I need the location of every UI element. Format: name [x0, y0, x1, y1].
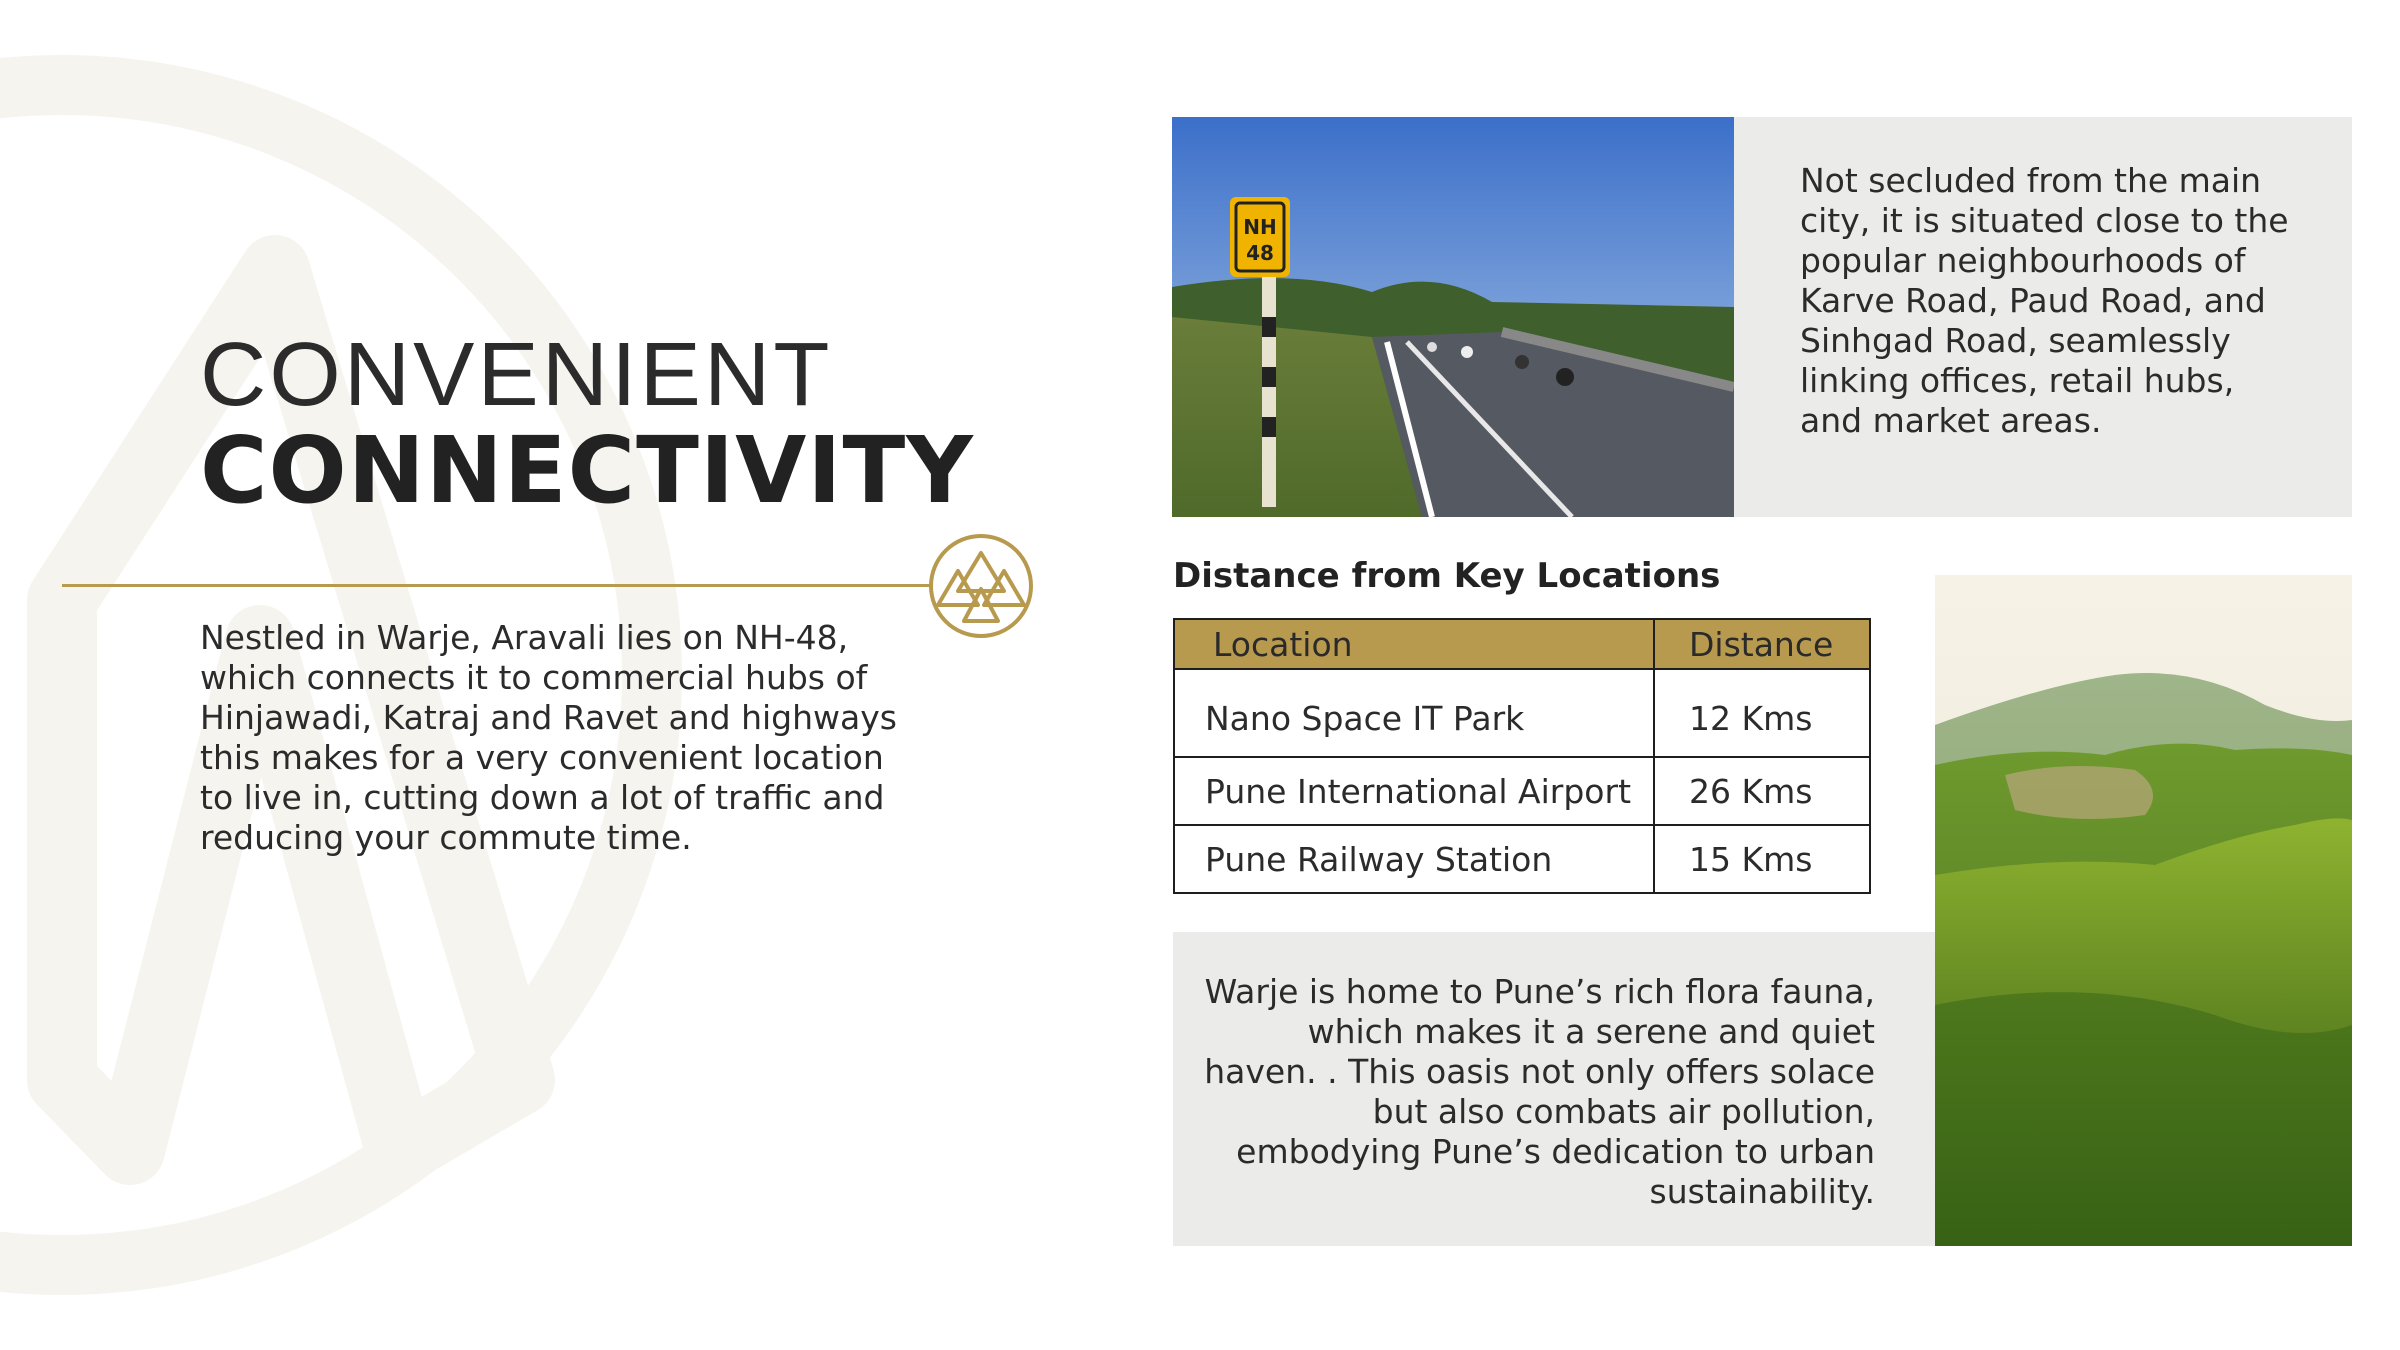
distance-cell: 12 Kms — [1654, 669, 1870, 757]
gold-divider-line — [62, 584, 938, 587]
table-row — [1174, 757, 1870, 825]
highway-photo — [1172, 117, 1734, 517]
city-connection-panel — [1734, 117, 2352, 517]
location-cell: Pune Railway Station — [1174, 825, 1654, 893]
road-sign-number-label: 48 — [1246, 241, 1274, 265]
table-row — [1174, 669, 1870, 757]
column-header-location: Location — [1174, 619, 1654, 669]
nature-panel — [1173, 932, 1935, 1246]
distance-cell: 26 Kms — [1654, 757, 1870, 825]
location-cell: Nano Space IT Park — [1174, 669, 1654, 757]
distance-table-title: Distance from Key Locations — [1173, 556, 1721, 596]
distance-table — [1173, 618, 1871, 894]
heading-line-convenient: CONVENIENT — [200, 325, 833, 425]
nature-text: Warje is home to Pune’s rich flora fauna, which makes it a serene and quiet haven. . This oasis not only offers solace but also combats air pollution, embodying Pune’s dedication to urban sustainability. — [1204, 972, 1875, 1211]
intro-paragraph: Nestled in Warje, Aravali lies on NH-48, which connects it to commercial hubs of Hinjawadi, Katraj and Ravet and highways this makes for a very convenient location to live in, cutting down a lot of traffic and reducing your commute time. — [200, 618, 897, 857]
table-header-row — [1174, 619, 1870, 669]
heading-line-connectivity: CONNECTIVITY — [200, 417, 974, 524]
table-row — [1174, 825, 1870, 893]
column-header-distance: Distance — [1654, 619, 1870, 669]
distance-cell: 15 Kms — [1654, 825, 1870, 893]
aravali-mountain-logo-icon — [928, 533, 1034, 639]
road-sign-nh-label: NH — [1243, 215, 1277, 239]
city-connection-text: Not secluded from the main city, it is situated close to the popular neighbourhoods of Karve Road, Paud Road, and Sinhgad Road, seamlessly linking offices, retail hubs, and market areas. — [1800, 161, 2289, 440]
green-hills-photo — [1935, 575, 2352, 1246]
location-cell: Pune International Airport — [1174, 757, 1654, 825]
